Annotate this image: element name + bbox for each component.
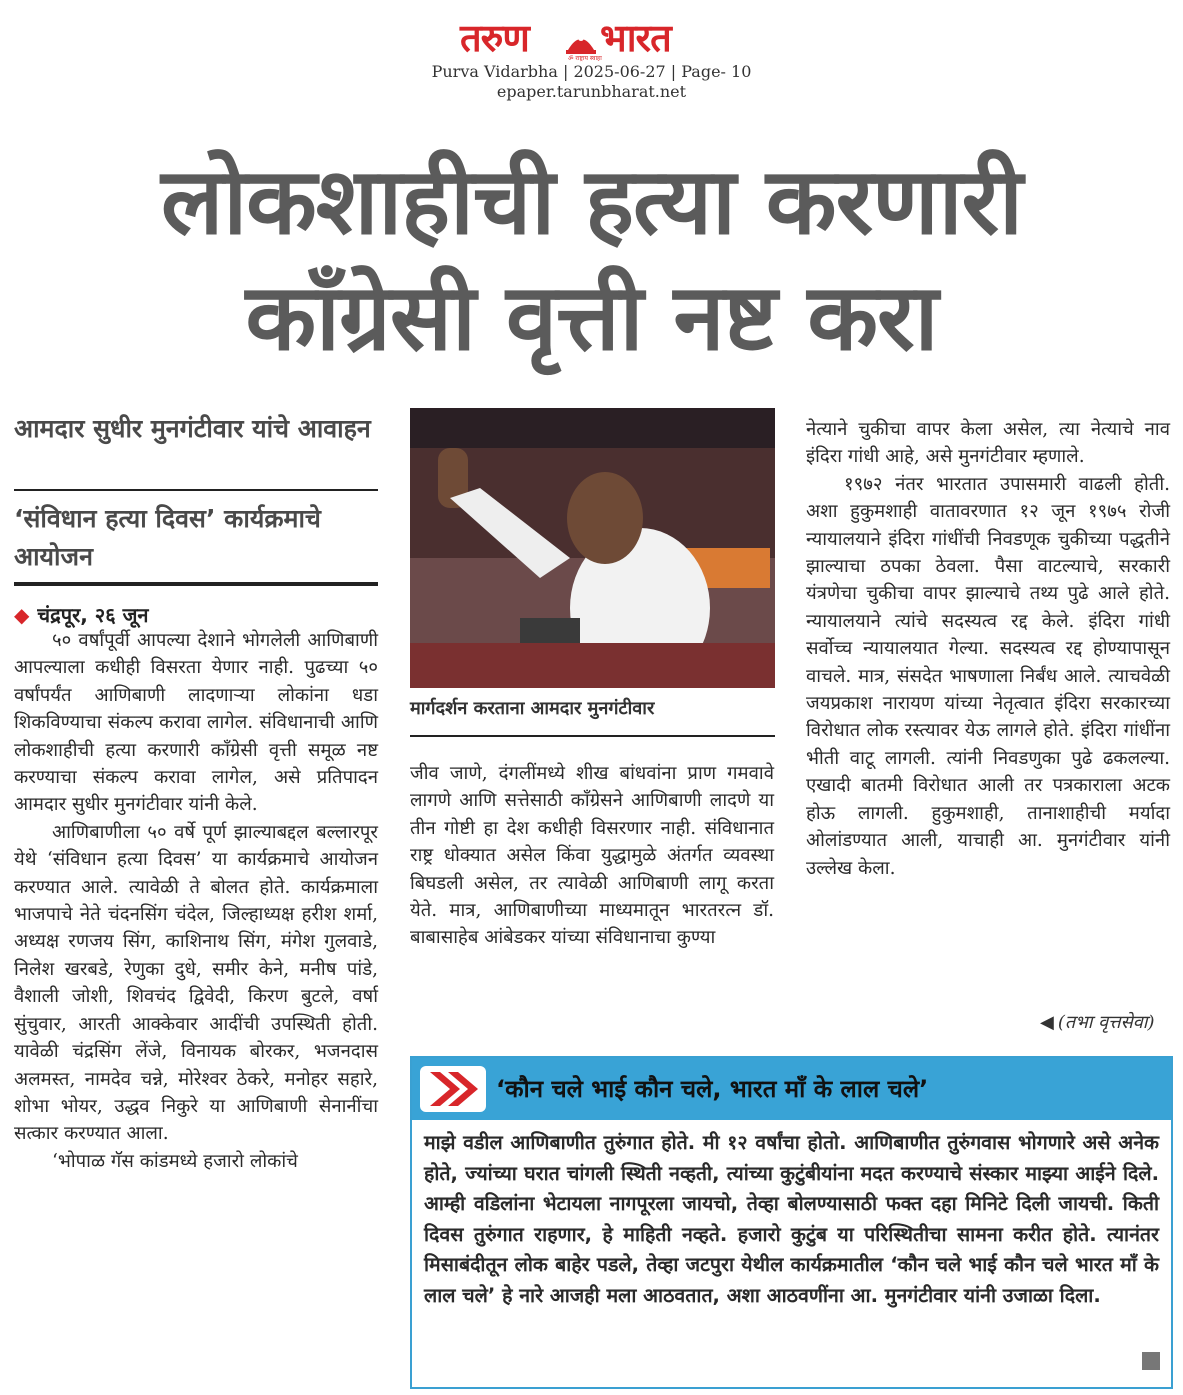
sidebar-box-header: [412, 1058, 1171, 1120]
logo-text-part1: तरुण: [460, 16, 529, 60]
sidebar-box-title: ‘कौन चले भाई कौन चले, भारत माँ के लाल चले’: [496, 1075, 929, 1103]
caption-rule: [410, 735, 775, 737]
diamond-bullet-icon: ◆: [14, 603, 30, 627]
headline-line1: लोकशाहीची हत्या करणारी: [160, 148, 1023, 255]
sidebar-box-body: माझे वडील आणिबाणीत तुरुंगात होते. मी १२ वर्षांचा होतो. आणिबाणीत तुरुंगवास भोगणारे असे अनेक होते, ज्यांच्या घरात चांगली स्थिती नव्हती, त्यांच्या कुटुंबीयांना मदत करण्याचे संस्कार माझ्या आईने दिले. आम्ही वडिलांना भेटायला नागपूरला जायचो, तेव्हा बोलण्यासाठी फक्त दहा मिनिटे दिली जायची. किती दिवस तुरुंगात राहणार, हे माहिती नव्हते. हजारो कुटुंब या परिस्थितीचा सामना करीत होते. त्यानंतर मिसाबंदीतून लोक बाहेर पडले, तेव्हा जटपुरा येथील कार्यक्रमातील ‘कौन चले भाई कौन चले भारत माँ के लाल चले’ हे नारे आजही मला आठवतात, अशा आठवणींना आ. मुनगंटीवार यांनी उजाळा दिला.: [424, 1131, 1159, 1307]
sidebar-box: [410, 1056, 1173, 1389]
article-column-2: [410, 760, 774, 952]
edition-line: Purva Vidarbha | 2025-06-27 | Page- 10: [431, 62, 752, 81]
article-paragraph: जीव जाणे, दंगलींमध्ये शीख बांधवांना प्राण गमवावे लागणे आणि सत्तेसाठी काँग्रेसने आणिबाणी लादणे या तीन गोष्टी हा देश कधीही विसरणार नाही. संविधानात राष्ट्र धोक्यात असेल किंवा युद्धामुळे अंतर्गत व्यवस्था बिघडली असेल, तर त्यावेळी आणिबाणी लागू करता येते. मात्र, आणिबाणीच्या माध्यमातून भारतरत्न डॉ. बाबासाहेब आंबेडकर यांच्या संविधानाचा कुण्या: [410, 763, 774, 949]
photo-caption: मार्गदर्शन करताना आमदार मुनगंटीवार: [410, 698, 655, 719]
headline-line2: काँग्रेसी वृत्ती नष्ट करा: [245, 264, 938, 371]
article-paragraph: १९७२ नंतर भारतात उपासमारी वाढली होती. अशा हुकुमशाही वातावरणात १२ जून १९७५ रोजी न्यायालयाने इंदिरा गांधींची निवडणूक चुकीच्या पद्धतीने झाल्याचा ठपका ठेवला. पैसा वाटल्याचे, सरकारी यंत्रणेचा चुकीचा वापर झाल्याचे तथ्य पुढे आले होते. न्यायालयाने त्यांचे सदस्यत्व रद्द केले. इंदिरा गांधी सर्वोच्च न्यायालयात गेल्या. सदस्यत्व रद्द होण्यापासून वाचले. मात्र, संसदेत भाषणाला निर्बंध आले. त्याचवेळी जयप्रकाश नारायण यांच्या नेतृत्वात इंदिरा सरकारच्या विरोधात लोक रस्त्यावर येऊ लागले होते. इंदिरा गांधींना भीती वाटू लागली. त्यांनी निवडणुका पुढे ढकलल्या. एखादी बातमी विरोधात आली तर पत्रकाराला अटक होऊ लागली. हुकुमशाही, तानाशाहीची मर्यादा ओलांडण्यात आली, याचाही आ. मुनगंटीवार यांनी उल्लेख केला.: [806, 473, 1170, 879]
logo-text-part2: भारत: [600, 16, 671, 60]
deck-subheading-2: ‘संविधान हत्या दिवस’ कार्यक्रमाचे आयोजन: [14, 504, 321, 571]
article-column-1: [14, 627, 378, 1175]
article-paragraph: ‘भोपाळ गॅस कांडमध्ये हजारो लोकांचे: [52, 1150, 298, 1172]
speaker-photo: [410, 408, 775, 688]
article-paragraph: आणिबाणीला ५० वर्षे पूर्ण झाल्याबद्दल बल्लारपूर येथे ‘संविधान हत्या दिवस’ या कार्यक्रमाचे आयोजन करण्यात आले. त्यावेळी ते बोलत होते. कार्यक्रमाला भाजपाचे नेते चंदनसिंग चंदेल, जिल्हाध्यक्ष हरीश शर्मा, अध्यक्ष रणजय सिंग, काशिनाथ सिंग, मंगेश गुलवाडे, निलेश खरबडे, रेणुका दुधे, समीर केने, मनीष पांडे, वैशाली जोशी, शिवचंद द्विवेदी, किरण बुटले, वर्षा सुंचुवार, आरती आक्केवार आदींची उपस्थिती होती. यावेळी चंद्रसिंग लेंजे, विनायक बोरकर, भजनदास अलमस्त, नामदेव चन्ने, मोरेश्वर ठेकरे, मनोहर सहारे, शोभा भोयर, उद्धव निकुरे या आणिबाणी सेनानींचा सत्कार करण्यात आला.: [14, 821, 378, 1145]
deck-divider: [14, 489, 378, 491]
epaper-url[interactable]: epaper.tarunbharat.net: [496, 82, 687, 101]
article-column-3: [806, 416, 1170, 882]
agency-credit: [1040, 1010, 1154, 1034]
triangle-left-icon: ◀: [1040, 1012, 1054, 1033]
dateline: [14, 601, 149, 628]
article-paragraph: ५० वर्षांपूर्वी आपल्या देशाने भोगलेली आणिबाणी आपल्याला कधीही विसरता येणार नाही. पुढच्या ५० वर्षांपर्यंत आणिबाणी लादणाऱ्या लोकांना धडा शिकविण्याचा संकल्प करावा लागेल. संविधानाची आणि लोकशाहीची हत्या करणारी काँग्रेसी वृत्ती समूळ नष्ट करण्याचा संकल्प करावा लागेल, असे प्रतिपादन आमदार सुधीर मुनगंटीवार यांनी केले.: [14, 630, 378, 816]
agency-credit-text: (तभा वृत्तसेवा): [1057, 1012, 1155, 1033]
speaker-photo-illustration: [410, 408, 775, 688]
double-chevron-icon: [420, 1066, 486, 1112]
deck-bottom-rule: [14, 582, 378, 586]
deck-subheading-1: आमदार सुधीर मुनगंटीवार यांचे आवाहन: [14, 414, 371, 443]
logo-tagline: ॐ राष्ट्राय स्वाहा: [568, 55, 602, 62]
dateline-text: चंद्रपूर, २६ जून: [37, 603, 149, 627]
newspaper-logo[interactable]: [454, 14, 729, 62]
article-paragraph: नेत्याने चुकीचा वापर केला असेल, त्या नेत्याचे नाव इंदिरा गांधी आहे, असे मुनगंटीवार म्हणाले.: [806, 419, 1170, 468]
masthead: [0, 0, 1183, 110]
story-end-mark: [1142, 1352, 1160, 1370]
lamp-emblem-icon: [564, 24, 598, 56]
